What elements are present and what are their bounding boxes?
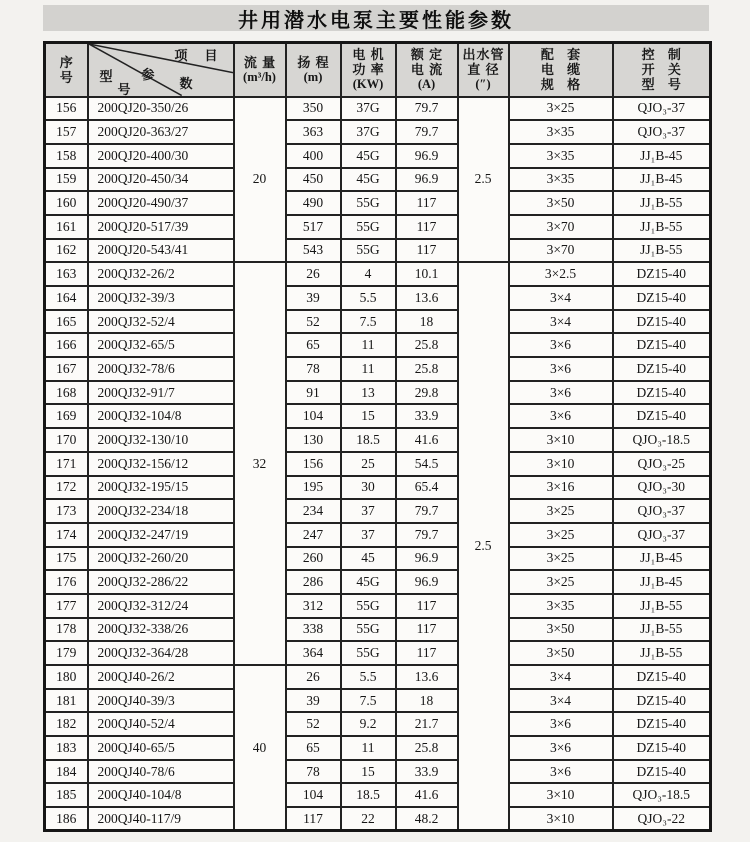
serial-cell: 174 [45, 523, 88, 547]
head-cell: 247 [286, 523, 341, 547]
current-cell: 65.4 [396, 476, 458, 500]
power-cell: 55G [341, 618, 396, 642]
power-cell: 45G [341, 570, 396, 594]
current-cell: 25.8 [396, 333, 458, 357]
model-cell: 200QJ32-78/6 [88, 357, 234, 381]
head-cell: 234 [286, 499, 341, 523]
cable-cell: 3×4 [509, 286, 613, 310]
table-row [45, 689, 711, 713]
current-cell: 25.8 [396, 736, 458, 760]
model-cell: 200QJ32-26/2 [88, 262, 234, 286]
header-current-line2: 电 流 [410, 62, 444, 78]
table-row [45, 807, 711, 831]
current-cell: 117 [396, 594, 458, 618]
head-cell: 363 [286, 120, 341, 144]
head-cell: 450 [286, 168, 341, 192]
page-title: 井用潜水电泵主要性能参数 [238, 9, 514, 32]
switch-cell: QJO₃-37 [613, 97, 711, 121]
table-row [45, 168, 711, 192]
cable-cell: 3×70 [509, 239, 613, 263]
power-cell: 55G [341, 215, 396, 239]
header-power [341, 43, 396, 97]
model-cell: 200QJ40-117/9 [88, 807, 234, 831]
switch-cell: JJ₁B-45 [613, 168, 711, 192]
header-diagonal-top-char1: 项 [174, 48, 188, 63]
model-cell: 200QJ32-65/5 [88, 333, 234, 357]
switch-cell: JJ₁B-55 [613, 215, 711, 239]
serial-cell: 168 [45, 381, 88, 405]
model-cell: 200QJ32-91/7 [88, 381, 234, 405]
power-cell: 7.5 [341, 310, 396, 334]
header-outlet-line2: 直 径 [467, 62, 500, 78]
head-cell: 517 [286, 215, 341, 239]
head-cell: 26 [286, 665, 341, 689]
table-row [45, 547, 711, 571]
head-cell: 78 [286, 760, 341, 784]
cable-cell: 3×4 [509, 689, 613, 713]
table-row [45, 404, 711, 428]
head-cell: 26 [286, 262, 341, 286]
power-cell: 18.5 [341, 428, 396, 452]
header-power-line1: 电 机 [352, 47, 385, 63]
head-cell: 195 [286, 476, 341, 500]
current-cell: 18 [396, 310, 458, 334]
header-switch-line1: 控 制 [641, 47, 686, 63]
model-cell: 200QJ32-338/26 [88, 618, 234, 642]
power-cell: 45 [341, 547, 396, 571]
header-outlet [458, 43, 509, 97]
model-cell: 200QJ20-517/39 [88, 215, 234, 239]
serial-cell: 183 [45, 736, 88, 760]
current-cell: 79.7 [396, 499, 458, 523]
power-cell: 5.5 [341, 665, 396, 689]
power-cell: 22 [341, 807, 396, 831]
head-cell: 312 [286, 594, 341, 618]
power-cell: 37G [341, 97, 396, 121]
switch-cell: JJ₁B-55 [613, 191, 711, 215]
power-cell: 45G [341, 168, 396, 192]
cable-cell: 3×35 [509, 120, 613, 144]
serial-cell: 161 [45, 215, 88, 239]
power-cell: 15 [341, 760, 396, 784]
current-cell: 117 [396, 215, 458, 239]
header-outlet-unit: (″) [475, 77, 491, 92]
table-row [45, 523, 711, 547]
model-cell: 200QJ40-52/4 [88, 712, 234, 736]
table-row [45, 594, 711, 618]
cable-cell: 3×16 [509, 476, 613, 500]
switch-cell: DZ15-40 [613, 760, 711, 784]
header-flow-unit: (m³/h) [243, 69, 276, 84]
serial-cell: 180 [45, 665, 88, 689]
head-cell: 65 [286, 736, 341, 760]
table-row [45, 144, 711, 168]
model-cell: 200QJ40-104/8 [88, 783, 234, 807]
table-row [45, 333, 711, 357]
serial-cell: 178 [45, 618, 88, 642]
model-cell: 200QJ32-260/20 [88, 547, 234, 571]
head-cell: 78 [286, 357, 341, 381]
cable-cell: 3×35 [509, 594, 613, 618]
table-row [45, 499, 711, 523]
model-cell: 200QJ20-400/30 [88, 144, 234, 168]
header-current-unit: (A) [417, 77, 436, 92]
cable-cell: 3×6 [509, 736, 613, 760]
model-cell: 200QJ32-312/24 [88, 594, 234, 618]
model-cell: 200QJ32-39/3 [88, 286, 234, 310]
table-row [45, 736, 711, 760]
switch-cell: QJO₃-37 [613, 499, 711, 523]
header-row [45, 43, 711, 97]
power-cell: 55G [341, 239, 396, 263]
model-cell: 200QJ40-26/2 [88, 665, 234, 689]
current-cell: 41.6 [396, 428, 458, 452]
header-cable-line1: 配 套 [540, 47, 586, 63]
table-row [45, 428, 711, 452]
model-cell: 200QJ20-350/26 [88, 97, 234, 121]
power-cell: 4 [341, 262, 396, 286]
serial-cell: 179 [45, 641, 88, 665]
table-row [45, 120, 711, 144]
switch-cell: QJO₃-22 [613, 807, 711, 831]
power-cell: 37G [341, 120, 396, 144]
serial-cell: 163 [45, 262, 88, 286]
current-cell: 79.7 [396, 120, 458, 144]
current-cell: 21.7 [396, 712, 458, 736]
header-current-line1: 额 定 [410, 47, 444, 63]
switch-cell: DZ15-40 [613, 404, 711, 428]
switch-cell: JJ₁B-55 [613, 239, 711, 263]
current-cell: 96.9 [396, 168, 458, 192]
model-cell: 200QJ32-52/4 [88, 310, 234, 334]
header-cable [509, 43, 613, 97]
current-cell: 29.8 [396, 381, 458, 405]
header-cable-line2: 电 缆 [540, 62, 586, 78]
current-cell: 96.9 [396, 570, 458, 594]
model-cell: 200QJ32-234/18 [88, 499, 234, 523]
power-cell: 7.5 [341, 689, 396, 713]
table-row [45, 357, 711, 381]
current-cell: 18 [396, 689, 458, 713]
switch-cell: QJO₃-37 [613, 523, 711, 547]
pump-table-body [45, 97, 711, 831]
cable-cell: 3×6 [509, 381, 613, 405]
power-cell: 13 [341, 381, 396, 405]
current-cell: 117 [396, 191, 458, 215]
header-head-line1: 扬 程 [297, 54, 330, 70]
switch-cell: DZ15-40 [613, 689, 711, 713]
current-cell: 13.6 [396, 665, 458, 689]
head-cell: 52 [286, 712, 341, 736]
table-row [45, 570, 711, 594]
switch-cell: DZ15-40 [613, 381, 711, 405]
cable-cell: 3×4 [509, 310, 613, 334]
head-cell: 364 [286, 641, 341, 665]
serial-cell: 172 [45, 476, 88, 500]
flow-cell: 20 [234, 97, 286, 263]
current-cell: 33.9 [396, 760, 458, 784]
switch-cell: DZ15-40 [613, 665, 711, 689]
switch-cell: DZ15-40 [613, 712, 711, 736]
header-power-unit: (KW) [352, 77, 384, 92]
current-cell: 25.8 [396, 357, 458, 381]
current-cell: 54.5 [396, 452, 458, 476]
header-diagonal-bottom-char2: 号 [117, 82, 131, 97]
cable-cell: 3×35 [509, 144, 613, 168]
head-cell: 39 [286, 689, 341, 713]
serial-cell: 159 [45, 168, 88, 192]
power-cell: 18.5 [341, 783, 396, 807]
head-cell: 260 [286, 547, 341, 571]
switch-cell: QJO₃-25 [613, 452, 711, 476]
header-diagonal-top-char2: 目 [204, 48, 218, 63]
power-cell: 15 [341, 404, 396, 428]
pump-parameters-table [43, 41, 712, 832]
switch-cell: DZ15-40 [613, 736, 711, 760]
header-diagonal-middle-char1: 参 [141, 67, 155, 82]
serial-cell: 156 [45, 97, 88, 121]
head-cell: 156 [286, 452, 341, 476]
switch-cell: JJ₁B-45 [613, 547, 711, 571]
serial-cell: 165 [45, 310, 88, 334]
serial-cell: 169 [45, 404, 88, 428]
serial-cell: 158 [45, 144, 88, 168]
current-cell: 117 [396, 618, 458, 642]
head-cell: 104 [286, 404, 341, 428]
switch-cell: QJO₃-18.5 [613, 428, 711, 452]
cable-cell: 3×25 [509, 97, 613, 121]
cable-cell: 3×10 [509, 428, 613, 452]
head-cell: 286 [286, 570, 341, 594]
serial-cell: 171 [45, 452, 88, 476]
cable-cell: 3×10 [509, 807, 613, 831]
current-cell: 79.7 [396, 523, 458, 547]
current-cell: 79.7 [396, 97, 458, 121]
switch-cell: DZ15-40 [613, 286, 711, 310]
serial-cell: 162 [45, 239, 88, 263]
current-cell: 13.6 [396, 286, 458, 310]
serial-cell: 186 [45, 807, 88, 831]
model-cell: 200QJ20-490/37 [88, 191, 234, 215]
cable-cell: 3×25 [509, 547, 613, 571]
model-cell: 200QJ32-156/12 [88, 452, 234, 476]
head-cell: 400 [286, 144, 341, 168]
header-serial-line2: 号 [59, 69, 74, 85]
switch-cell: JJ₁B-55 [613, 618, 711, 642]
switch-cell: QJO₃-30 [613, 476, 711, 500]
current-cell: 48.2 [396, 807, 458, 831]
header-outlet-line1: 出水管 [462, 47, 505, 63]
switch-cell: JJ₁B-45 [613, 570, 711, 594]
cable-cell: 3×25 [509, 499, 613, 523]
header-switch-line2: 开 关 [641, 62, 686, 78]
header-flow [234, 43, 286, 97]
head-cell: 104 [286, 783, 341, 807]
switch-cell: JJ₁B-45 [613, 144, 711, 168]
outlet-cell: 2.5 [458, 97, 509, 263]
switch-cell: QJO₃-18.5 [613, 783, 711, 807]
model-cell: 200QJ32-104/8 [88, 404, 234, 428]
table-header [45, 43, 711, 97]
model-cell: 200QJ40-65/5 [88, 736, 234, 760]
power-cell: 30 [341, 476, 396, 500]
header-serial-line1: 序 [59, 54, 74, 70]
model-cell: 200QJ40-39/3 [88, 689, 234, 713]
model-cell: 200QJ20-543/41 [88, 239, 234, 263]
switch-cell: DZ15-40 [613, 310, 711, 334]
cable-cell: 3×70 [509, 215, 613, 239]
switch-cell: DZ15-40 [613, 333, 711, 357]
power-cell: 55G [341, 594, 396, 618]
serial-cell: 175 [45, 547, 88, 571]
cable-cell: 3×6 [509, 357, 613, 381]
power-cell: 55G [341, 641, 396, 665]
header-power-line2: 功 率 [352, 62, 385, 78]
cable-cell: 3×50 [509, 191, 613, 215]
table-row [45, 239, 711, 263]
head-cell: 490 [286, 191, 341, 215]
serial-cell: 184 [45, 760, 88, 784]
switch-cell: QJO₃-37 [613, 120, 711, 144]
cable-cell: 3×6 [509, 760, 613, 784]
table-row [45, 760, 711, 784]
model-cell: 200QJ20-450/34 [88, 168, 234, 192]
cable-cell: 3×6 [509, 333, 613, 357]
table-row [45, 452, 711, 476]
serial-cell: 157 [45, 120, 88, 144]
cable-cell: 3×25 [509, 523, 613, 547]
header-head [286, 43, 341, 97]
outlet-cell: 2.5 [458, 262, 509, 831]
head-cell: 350 [286, 97, 341, 121]
power-cell: 11 [341, 333, 396, 357]
power-cell: 37 [341, 499, 396, 523]
table-row [45, 286, 711, 310]
cable-cell: 3×4 [509, 665, 613, 689]
serial-cell: 167 [45, 357, 88, 381]
power-cell: 9.2 [341, 712, 396, 736]
header-flow-line1: 流 量 [243, 54, 277, 70]
table-row [45, 476, 711, 500]
serial-cell: 164 [45, 286, 88, 310]
table-row [45, 97, 711, 121]
header-model-diagonal [88, 43, 234, 97]
table-row [45, 665, 711, 689]
power-cell: 11 [341, 736, 396, 760]
table-row [45, 618, 711, 642]
table-row [45, 641, 711, 665]
cable-cell: 3×50 [509, 618, 613, 642]
table-row [45, 712, 711, 736]
switch-cell: JJ₁B-55 [613, 594, 711, 618]
switch-cell: DZ15-40 [613, 262, 711, 286]
title-bar [43, 5, 709, 31]
model-cell: 200QJ40-78/6 [88, 760, 234, 784]
header-serial [45, 43, 88, 97]
head-cell: 39 [286, 286, 341, 310]
current-cell: 96.9 [396, 547, 458, 571]
model-cell: 200QJ20-363/27 [88, 120, 234, 144]
power-cell: 25 [341, 452, 396, 476]
header-diagonal-middle-char2: 数 [179, 76, 193, 91]
table-row [45, 262, 711, 286]
current-cell: 10.1 [396, 262, 458, 286]
current-cell: 117 [396, 641, 458, 665]
serial-cell: 181 [45, 689, 88, 713]
table-row [45, 783, 711, 807]
serial-cell: 177 [45, 594, 88, 618]
header-switch-line3: 型 号 [641, 77, 686, 93]
header-head-unit: (m) [303, 69, 323, 84]
header-diagonal-bottom-char1: 型 [99, 69, 113, 84]
power-cell: 5.5 [341, 286, 396, 310]
head-cell: 65 [286, 333, 341, 357]
model-cell: 200QJ32-195/15 [88, 476, 234, 500]
power-cell: 55G [341, 191, 396, 215]
flow-cell: 32 [234, 262, 286, 665]
table-row [45, 215, 711, 239]
table-row [45, 191, 711, 215]
current-cell: 41.6 [396, 783, 458, 807]
head-cell: 52 [286, 310, 341, 334]
current-cell: 96.9 [396, 144, 458, 168]
table-row [45, 310, 711, 334]
serial-cell: 182 [45, 712, 88, 736]
cable-cell: 3×50 [509, 641, 613, 665]
head-cell: 130 [286, 428, 341, 452]
header-current [396, 43, 458, 97]
cable-cell: 3×35 [509, 168, 613, 192]
serial-cell: 185 [45, 783, 88, 807]
model-cell: 200QJ32-364/28 [88, 641, 234, 665]
cable-cell: 3×25 [509, 570, 613, 594]
header-cable-line3: 规 格 [540, 77, 586, 93]
head-cell: 338 [286, 618, 341, 642]
header-switch [613, 43, 711, 97]
power-cell: 45G [341, 144, 396, 168]
head-cell: 91 [286, 381, 341, 405]
switch-cell: JJ₁B-55 [613, 641, 711, 665]
cable-cell: 3×10 [509, 783, 613, 807]
cable-cell: 3×2.5 [509, 262, 613, 286]
model-cell: 200QJ32-286/22 [88, 570, 234, 594]
model-cell: 200QJ32-130/10 [88, 428, 234, 452]
cable-cell: 3×6 [509, 712, 613, 736]
serial-cell: 170 [45, 428, 88, 452]
cable-cell: 3×10 [509, 452, 613, 476]
head-cell: 117 [286, 807, 341, 831]
table-row [45, 381, 711, 405]
current-cell: 117 [396, 239, 458, 263]
serial-cell: 176 [45, 570, 88, 594]
serial-cell: 160 [45, 191, 88, 215]
head-cell: 543 [286, 239, 341, 263]
current-cell: 33.9 [396, 404, 458, 428]
serial-cell: 166 [45, 333, 88, 357]
power-cell: 11 [341, 357, 396, 381]
model-cell: 200QJ32-247/19 [88, 523, 234, 547]
flow-cell: 40 [234, 665, 286, 831]
cable-cell: 3×6 [509, 404, 613, 428]
serial-cell: 173 [45, 499, 88, 523]
switch-cell: DZ15-40 [613, 357, 711, 381]
power-cell: 37 [341, 523, 396, 547]
